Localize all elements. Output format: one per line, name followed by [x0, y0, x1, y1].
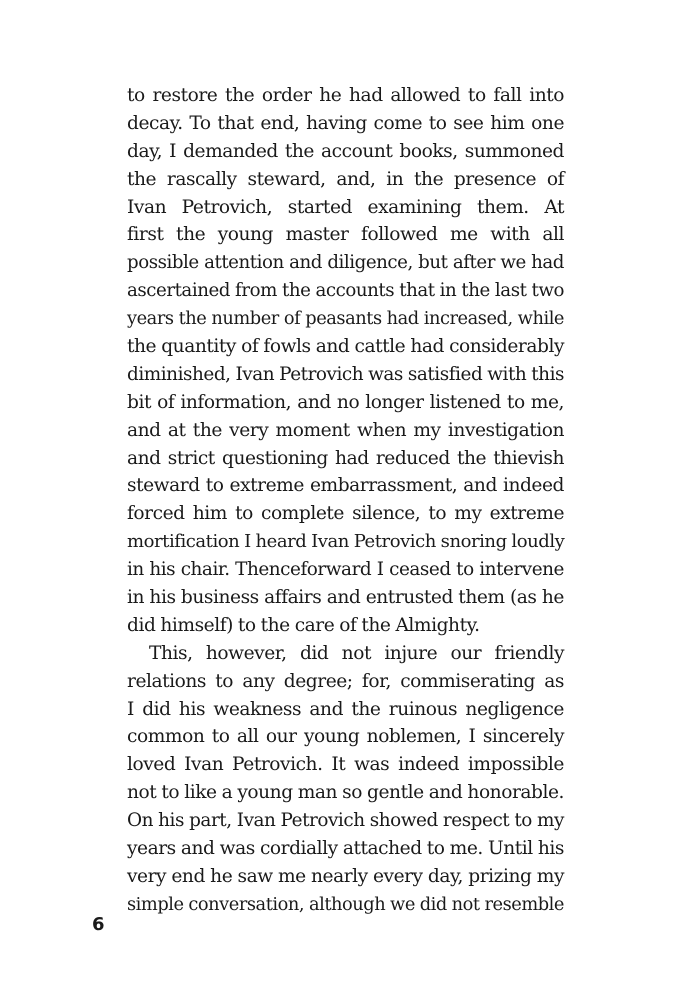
text-line: and at the very moment when my investigation	[127, 419, 564, 441]
text-line: to restore the order he had allowed to fall into	[127, 85, 564, 106]
text-line: bit of information, and no longer listened to me,	[127, 391, 564, 413]
text-line: ascertained from the accounts that in the last two	[127, 280, 564, 302]
text-line: loved Ivan Petrovich. It was indeed impossible	[127, 754, 564, 776]
text-line: did himself) to the care of the Almighty.	[127, 614, 480, 636]
text-line: not to like a young man so gentle and honorable.	[127, 782, 564, 804]
text-line: in his business affairs and entrusted them (as he	[127, 587, 564, 609]
paragraph-2	[127, 640, 564, 919]
text-line: years the number of peasants had increased, while	[127, 308, 564, 330]
text-line: simple conversation, although we did not resemble	[127, 893, 564, 915]
text-line: diminished, Ivan Petrovich was satisfied with this	[127, 363, 564, 385]
page-number: 6	[92, 914, 105, 935]
text-line: years and was cordially attached to me. Until his	[127, 838, 564, 860]
paragraph-1	[127, 82, 564, 640]
text-line: the rascally steward, and, in the presence of	[127, 168, 564, 190]
text-line: the quantity of fowls and cattle had considerably	[127, 336, 564, 358]
text-line: On his part, Ivan Petrovich showed respect to my	[127, 810, 564, 832]
text-line: relations to any degree; for, commiserating as	[127, 670, 564, 692]
text-line: I did his weakness and the ruinous negligence	[127, 698, 564, 720]
text-line: steward to extreme embarrassment, and indeed	[127, 475, 564, 497]
text-line: This, however, did not injure our friendly	[149, 642, 564, 664]
body-text	[127, 82, 564, 919]
text-line: in his chair. Thenceforward I ceased to intervene	[127, 559, 564, 581]
text-line: very end he saw me nearly every day, prizing my	[127, 865, 564, 887]
text-line: common to all our young noblemen, I sincerely	[127, 726, 564, 748]
text-line: mortification I heard Ivan Petrovich snoring loudly	[127, 531, 565, 553]
text-line: forced him to complete silence, to my extreme	[127, 503, 564, 525]
text-line: and strict questioning had reduced the thievish	[127, 447, 564, 469]
text-line: day, I demanded the account books, summoned	[127, 140, 564, 162]
text-line: Ivan Petrovich, started examining them. At	[127, 196, 564, 218]
text-line: first the young master followed me with all	[127, 224, 564, 246]
text-line: possible attention and diligence, but after we had	[127, 252, 564, 274]
text-line: decay. To that end, having come to see him one	[127, 112, 564, 134]
